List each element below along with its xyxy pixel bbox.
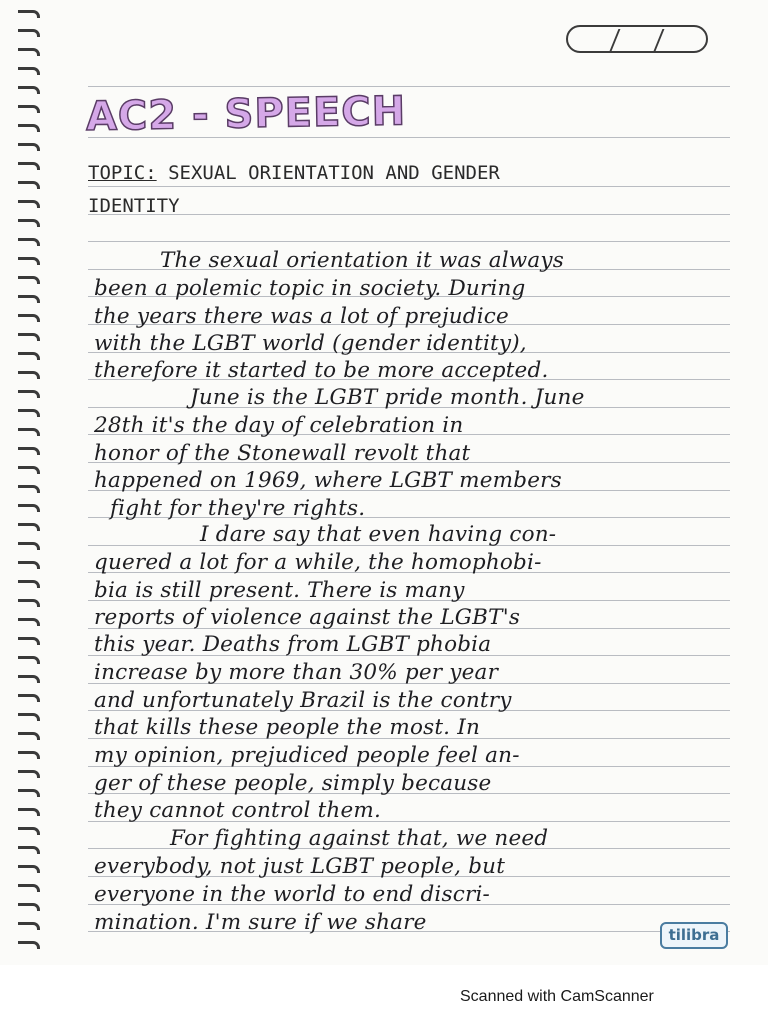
spiral-ring: [18, 618, 40, 626]
spiral-ring: [18, 694, 40, 702]
spiral-binding: [14, 10, 44, 960]
spiral-ring: [18, 29, 40, 37]
body-line: therefore it started to be more accepted.: [94, 358, 549, 383]
spiral-ring: [18, 523, 40, 531]
date-box: [566, 25, 708, 53]
topic-text: SEXUAL ORIENTATION AND GENDER: [168, 162, 500, 184]
spiral-ring: [18, 143, 40, 151]
body-line: everyone in the world to end discri-: [94, 882, 490, 907]
spiral-ring: [18, 447, 40, 455]
spiral-ring: [18, 162, 40, 170]
spiral-ring: [18, 466, 40, 474]
spiral-ring: [18, 732, 40, 740]
spiral-ring: [18, 751, 40, 759]
ruled-line: [88, 241, 730, 242]
body-line: they cannot control them.: [94, 798, 381, 823]
spiral-ring: [18, 542, 40, 550]
ruled-line: [88, 86, 730, 87]
spiral-ring: [18, 922, 40, 930]
ruled-line: [88, 214, 730, 215]
body-line: bia is still present. There is many: [94, 578, 465, 603]
spiral-ring: [18, 827, 40, 835]
body-line: I dare say that even having con-: [200, 522, 557, 547]
body-line: the years there was a lot of prejudice: [94, 304, 509, 329]
spiral-ring: [18, 276, 40, 284]
spiral-ring: [18, 314, 40, 322]
date-separator-1: [610, 29, 621, 51]
spiral-ring: [18, 941, 40, 949]
body-line: been a polemic topic in society. During: [94, 276, 526, 301]
spiral-ring: [18, 390, 40, 398]
spiral-ring: [18, 181, 40, 189]
spiral-ring: [18, 599, 40, 607]
tilibra-logo: tilibra: [660, 922, 728, 949]
body-line: and unfortunately Brazil is the contry: [94, 688, 512, 713]
body-line: this year. Deaths from LGBT phobia: [94, 632, 492, 657]
body-line: with the LGBT world (gender identity),: [94, 331, 527, 356]
spiral-ring: [18, 219, 40, 227]
topic-line: [88, 162, 500, 184]
body-line: my opinion, prejudiced people feel an-: [94, 743, 520, 768]
topic-line-2: IDENTITY: [88, 195, 180, 217]
body-line: that kills these people the most. In: [94, 715, 480, 740]
spiral-ring: [18, 865, 40, 873]
spiral-ring: [18, 67, 40, 75]
spiral-ring: [18, 371, 40, 379]
spiral-ring: [18, 409, 40, 417]
spiral-ring: [18, 789, 40, 797]
body-line: increase by more than 30% per year: [94, 660, 499, 685]
spiral-ring: [18, 105, 40, 113]
spiral-ring: [18, 770, 40, 778]
body-line: The sexual orientation it was always: [160, 248, 565, 273]
spiral-ring: [18, 257, 40, 265]
spiral-ring: [18, 656, 40, 664]
body-line: everybody, not just LGBT people, but: [94, 854, 506, 879]
spiral-ring: [18, 352, 40, 360]
spiral-ring: [18, 48, 40, 56]
spiral-ring: [18, 428, 40, 436]
body-line: happened on 1969, where LGBT members: [94, 468, 562, 493]
body-line: June is the LGBT pride month. June: [190, 385, 585, 410]
spiral-ring: [18, 903, 40, 911]
spiral-ring: [18, 86, 40, 94]
body-line: 28th it's the day of celebration in: [94, 413, 464, 438]
spiral-ring: [18, 200, 40, 208]
body-line: mination. I'm sure if we share: [94, 910, 427, 935]
page-title: AC2 - SPEECH: [85, 88, 407, 140]
spiral-ring: [18, 124, 40, 132]
spiral-ring: [18, 884, 40, 892]
spiral-ring: [18, 504, 40, 512]
spiral-ring: [18, 637, 40, 645]
spiral-ring: [18, 561, 40, 569]
spiral-ring: [18, 295, 40, 303]
body-line: fight for they're rights.: [110, 496, 366, 521]
date-separator-2: [654, 29, 665, 51]
ruled-line: [88, 186, 730, 187]
scanner-watermark: Scanned with CamScanner: [460, 988, 654, 1005]
body-line: ger of these people, simply because: [94, 771, 492, 796]
body-line: For fighting against that, we need: [170, 826, 549, 851]
topic-label: TOPIC:: [88, 162, 157, 184]
spiral-ring: [18, 333, 40, 341]
spiral-ring: [18, 713, 40, 721]
spiral-ring: [18, 238, 40, 246]
spiral-ring: [18, 10, 40, 18]
spiral-ring: [18, 846, 40, 854]
spiral-ring: [18, 485, 40, 493]
spiral-ring: [18, 808, 40, 816]
body-line: quered a lot for a while, the homophobi-: [94, 550, 542, 575]
spiral-ring: [18, 580, 40, 588]
body-line: honor of the Stonewall revolt that: [94, 441, 471, 466]
spiral-ring: [18, 675, 40, 683]
body-line: reports of violence against the LGBT's: [94, 605, 521, 630]
